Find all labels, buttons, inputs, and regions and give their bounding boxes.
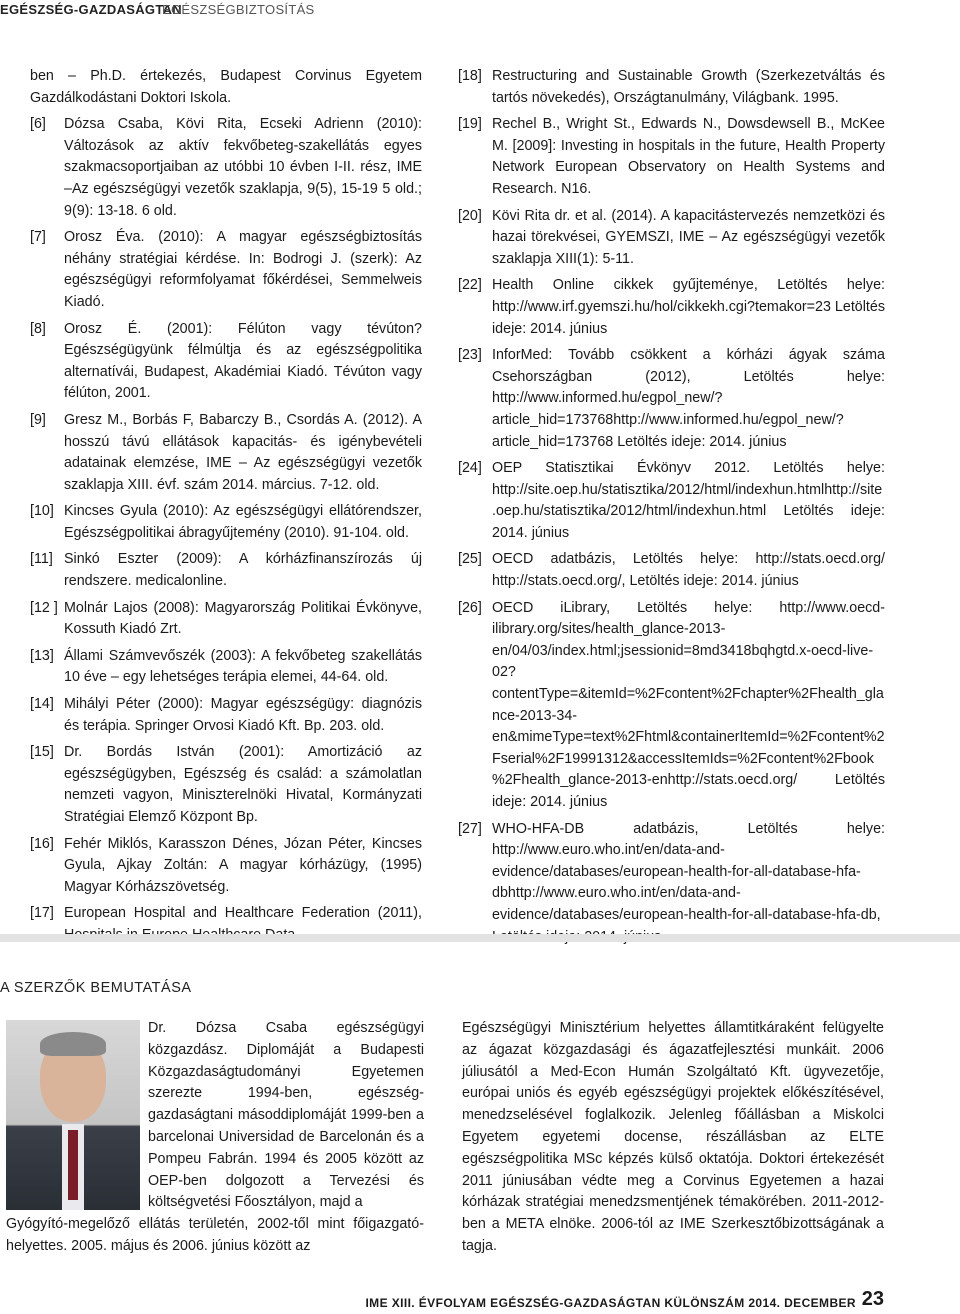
reference-item [30, 834, 422, 899]
reference-item [458, 458, 885, 544]
authors-section-title: A SZERZŐK BEMUTATÁSA [0, 980, 192, 996]
reference-text: Állami Számvevőszék (2003): A fekvőbeteg szakellátás 10 éve – egy lehetséges terápia elemei, 44-64. old. [64, 647, 422, 686]
reference-item [30, 501, 422, 544]
reference-text: Dr. Bordás István (2001): Amortizáció az egészségügyben, Egészség és család: a számolatlan nemzeti vagyon, Miniszterelnöki Hivatal, Kormányzati Stratégiai Elemző Központ Bp. [64, 744, 422, 825]
reference-text: Kövi Rita dr. et al. (2014). A kapacitástervezés nemzetközi és hazai törekvései, GYEMSZI, IME – Az egészségügyi vezetők szaklapja XIII(1): 5-11. [492, 207, 885, 267]
reference-text: Restructuring and Sustainable Growth (Szerkezetváltás és tartós növekedés), Országtanulmány, Világbank. 1995. [492, 68, 885, 106]
reference-text: Sinkó Eszter (2009): A kórházfinanszírozás új rendszere. medicalonline. [64, 551, 422, 590]
reference-number: [7] [30, 229, 46, 246]
reference-item [30, 694, 422, 737]
author-tie [68, 1130, 78, 1200]
reference-item [458, 206, 885, 271]
reference-number: [23] [458, 347, 482, 364]
references-left-column [30, 66, 422, 952]
reference-item [30, 319, 422, 405]
reference-number: [17] [30, 905, 54, 922]
reference-number: [13] [30, 647, 54, 664]
reference-number: [6] [30, 116, 46, 133]
reference-item [458, 819, 885, 949]
page-number: 23 [861, 1288, 884, 1310]
reference-number: [20] [458, 207, 482, 224]
author-bio-top: Dr. Dózsa Csaba egészségügyi közgazdász. Diplomáját a Budapesti Közgazdaságtudományi Egyetemen szerezte 1994-ben, egészség-gazdaságtani másoddiplomáját 1999-ben a barcelonai Universidad de Barcelonán és a Pompeu Fabrán. 1994 és 2005 között az OEP-ben dolgozott a Tervezési és költségvetési Főosztályon, majd a [148, 1020, 424, 1211]
section-title: EGÉSZSÉG-GAZDASÁGTAN [0, 2, 182, 17]
author-photo [6, 1020, 140, 1210]
reference-item [30, 114, 422, 222]
author-bio-bottom: Gyógyító-megelőző ellátás területén, 2002-től mint főigazgató-helyettes. 2005. május és 2006. június között az [6, 1216, 424, 1254]
reference-item [30, 646, 422, 689]
reference-item [30, 227, 422, 313]
reference-number: [19] [458, 116, 482, 133]
reference-text: Kincses Gyula (2010): Az egészségügyi ellátórendszer, Egészségpolitikai ábragyűjtemény (2010). 91-104. old. [64, 503, 422, 541]
reference-item [458, 66, 885, 109]
references-right-column [458, 66, 885, 953]
reference-text: WHO-HFA-DB adatbázis, Letöltés helye: http://www.euro.who.int/en/data-and-evidence/databases/european-health-for-all-database-hfa-dbhttp://www.euro.who.int/en/data-and-evidence/databases/european-health-for-all-database-hfa-db, [492, 820, 885, 923]
reference-text: Orosz É. (2001): Félúton vagy tévúton? Egészségügyünk félmúltja és az egészségpolitika alternatívái, Budapest, Akadémiai Kiadó. Tévúton vagy félúton, 2001. [64, 320, 422, 402]
reference-item [458, 114, 885, 200]
reference-text: Molnár Lajos (2008): Magyarország Politikai Évkönyve, Kossuth Kiadó Zrt. [64, 599, 422, 638]
reference-text: Orosz Éva. (2010): A magyar egészségbiztosítás néhány stratégiai kérdése. In: Bodrogi J. (szerk): Az egészségügyi reformfolyamat főkérdései, Semmelweis Kiadó. [64, 229, 422, 310]
reference-number: [15] [30, 744, 54, 761]
reference-text: OECD adatbázis, Letöltés helye: http://stats.oecd.org/ http://stats.oecd.org/, Letöltés ideje: 2014. június [492, 551, 885, 590]
reference-text: Rechel B., Wright St., Edwards N., Dowsdewsell B., McKee M. [2009]: Investing in hospitals in the future, Health Property Network European Observatory on Health Systems and Research. N16. [492, 116, 885, 197]
reference-number: [9] [30, 411, 46, 428]
reference-number: [8] [30, 320, 46, 337]
reference-text: OEP Statisztikai Évkönyv 2012. Letöltés helye: http://site.oep.hu/statisztika/2012/html/indexhun.htmlhttp://site.oep.hu/statisztika/2012/html/indexhun.html Letöltés ideje: 2014. június [492, 460, 885, 541]
reference-number: [16] [30, 835, 54, 852]
author-bio-right: Egészségügyi Minisztérium helyettes államtitkáraként felügyelte az ágazat közgazdasági és ágazatfejlesztési munkáit. 2006 júliusától a Med-Econ Humán Szolgáltató Kft. ügyvezetője, európai uniós és egyéb egészségügyi projektek előkészítésével, menedzselésével foglalkozik. Jelenleg főállásban a Miskolci Egyetem egyetemi docense, részállásban az ELTE egészségpolitika MSc képzés külső oktatója. Doktori értekezését 2011 júniusában védte meg a Corvinus Egyetemen a hazai kórházak stratégiai menedzsmentjének témakörében. 2011-2012-ben a META elnöke. 2006-tól az IME Szerkesztőbizottságának a tagja. [462, 1020, 884, 1254]
reference-item [458, 598, 885, 814]
reference-text: Mihályi Péter (2000): Magyar egészségügy: diagnózis és terápia. Springer Orvosi Kiadó Kft. Bp. 203. old. [64, 696, 422, 734]
subsection-title: EGÉSZSÉGBIZTOSÍTÁS [162, 2, 315, 17]
reference-item [458, 549, 885, 592]
reference-number: [12 ] [30, 599, 58, 616]
reference-text: Dózsa Csaba, Kövi Rita, Ecseki Adrienn (2010): Változások az aktív fekvőbeteg-szakellátás egyes szakmacsoportjaiban az utóbbi 10 évben I-II. rész, IME –Az egészségügyi vezetők szaklapja, 9(5), 15-19 5 old.; 9(9): 13-18. 6 old. [64, 116, 422, 219]
reference-number: [22] [458, 277, 482, 294]
reference-text: Health Online cikkek gyűjteménye, Letöltés helye: http://www.irf.gyemszi.hu/hol/cikkekh.cgi?temakor=23 Letöltés ideje: 2014. június [492, 277, 885, 337]
reference-item [30, 598, 422, 641]
page-footer [0, 1288, 960, 1314]
journal-info: IME XIII. ÉVFOLYAM EGÉSZSÉG-GAZDASÁGTAN KÜLÖNSZÁM 2014. DECEMBER [365, 1296, 856, 1310]
reference-text: InforMed: Tovább csökkent a kórházi ágyak száma Csehországban (2012), Letöltés helye: http://www.informed.hu/egpol_new/?article_hid=173768http://www.informed.hu/egpol_new/?article_hid=173768 Letöltés ideje: 2014. június [492, 347, 885, 450]
reference-number: [11] [30, 551, 53, 568]
reference-number: [24] [458, 460, 482, 477]
reference-number: [18] [458, 68, 482, 84]
reference-text: Fehér Miklós, Karasszon Dénes, Józan Péter, Kincses Gyula, Ajkay Zoltán: A magyar kórházügy, (1995) Magyar Kórházszövetség. [64, 835, 422, 895]
reference-number: [14] [30, 696, 54, 713]
page-header [0, 0, 960, 28]
reference-number: [25] [458, 551, 482, 568]
reference-item [30, 742, 422, 828]
reference-text: Gresz M., Borbás F, Babarczy B., Csordás A. (2012). A hosszú távú ellátások kapacitás- és igénybevételi adatainak elemzése, IME – Az egészségügyi vezetők szaklapja XIII. évf. szám 2014. március. 7-12. old. [64, 411, 422, 493]
reference-text: ben – Ph.D. értekezés, Budapest Corvinus Egyetem Gazdálkodástani Doktori Iskola. [30, 68, 422, 106]
section-divider [0, 934, 960, 942]
reference-text: European Hospital and Healthcare Federation (2011), [64, 905, 422, 922]
reference-item [30, 549, 422, 592]
reference-number: [10] [30, 503, 54, 520]
reference-item [30, 66, 422, 109]
author-hair [40, 1032, 106, 1056]
reference-item [458, 275, 885, 340]
reference-item [30, 410, 422, 496]
reference-number: [26] [458, 599, 482, 616]
reference-text: OECD iLibrary, Letöltés helye: http://www.oecd-ilibrary.org/sites/health_glance-2013-en/04/03/index.html;jsessionid=8md3418bqhgtd.x-oecd-live-02?contentType=&itemId=%2Fcontent%2Fchapter%2Fhealth_glance-2013-34-en&mimeType=text%2Fhtml&containerItemId=%2Fcontent%2Fserial%2F19991312&accessItemIds=%2Fcontent%2Fbook%2Fhealth_glance-2013-enhttp://stats.oecd.org/ Letöltés ideje: 2014. június [492, 599, 885, 810]
reference-item [458, 345, 885, 453]
reference-number: [27] [458, 820, 482, 837]
